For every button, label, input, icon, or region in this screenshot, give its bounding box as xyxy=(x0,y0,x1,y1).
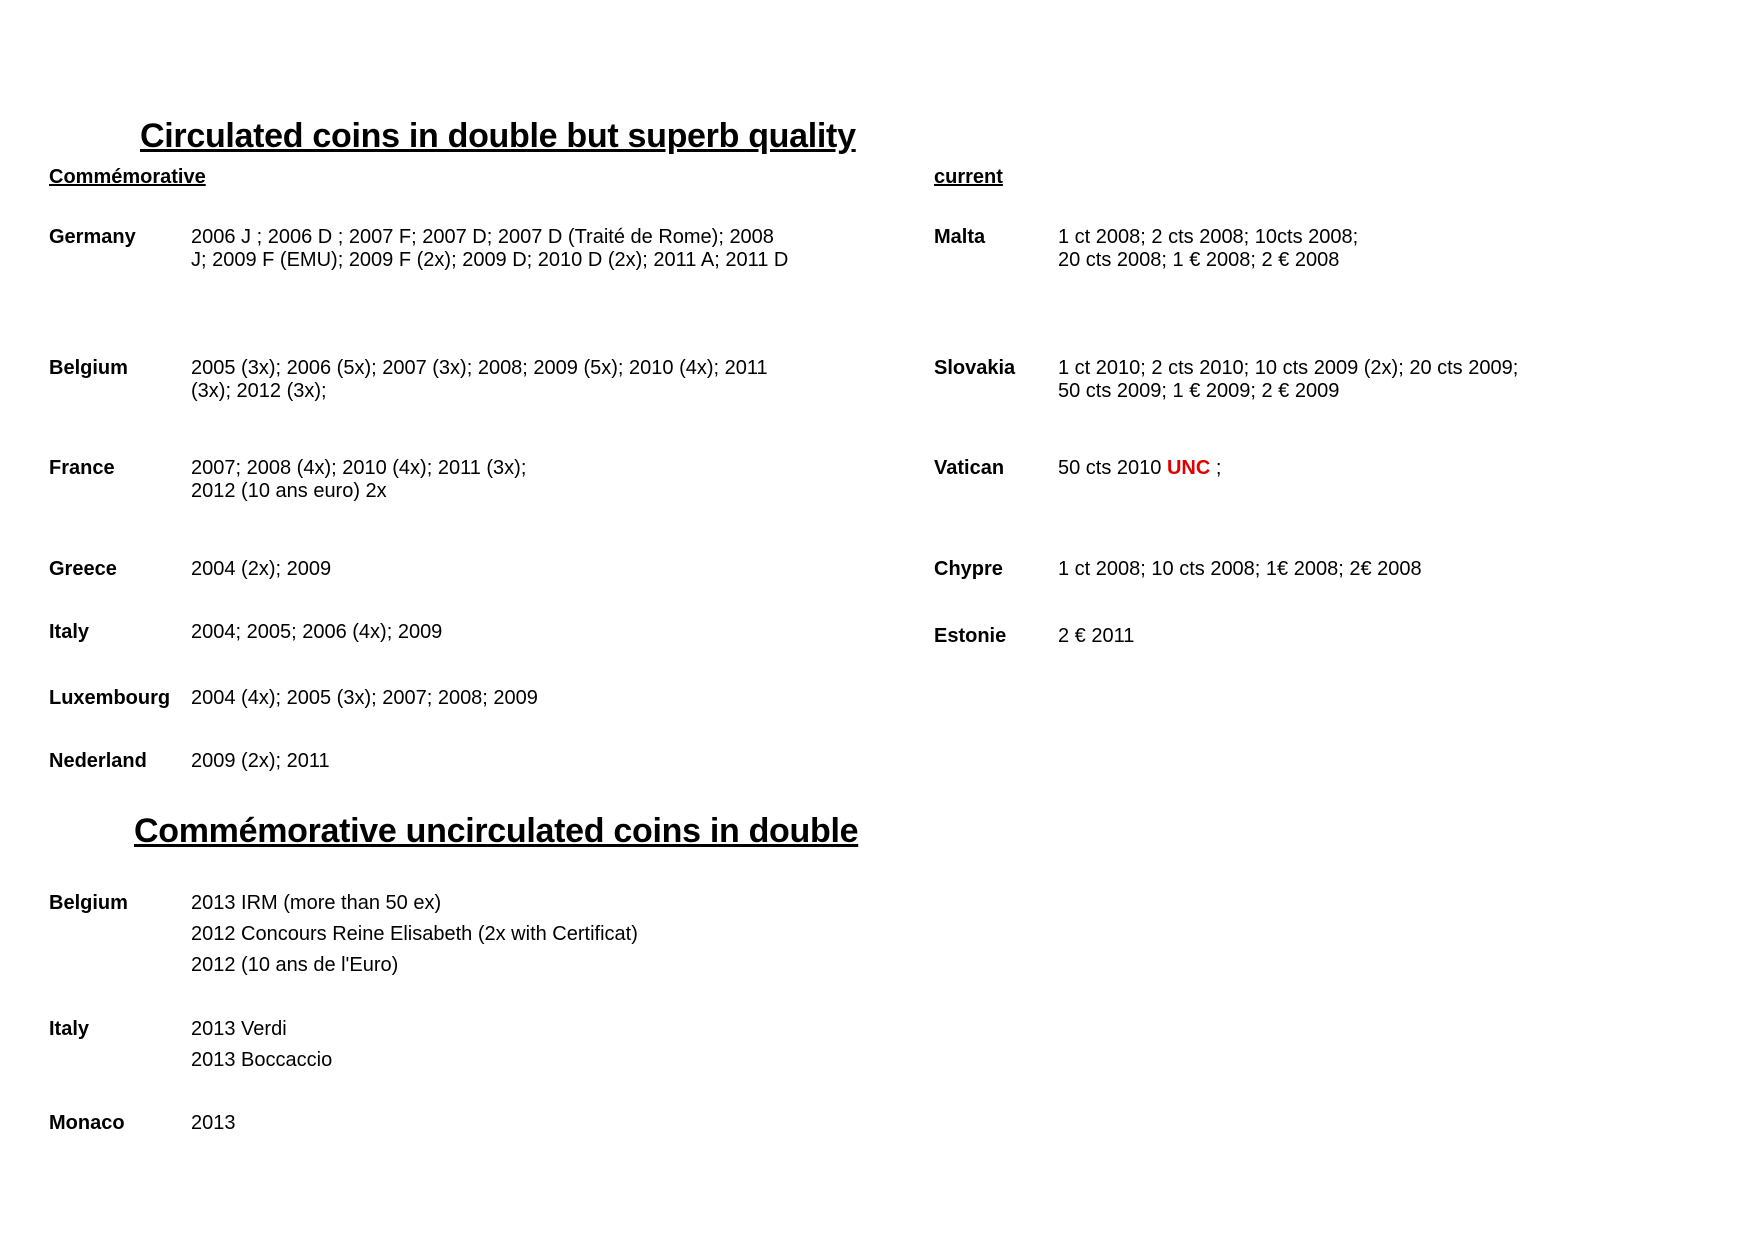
coin-details xyxy=(191,1014,332,1076)
country-label: Italy xyxy=(49,1018,90,1040)
country-label: Chypre xyxy=(934,558,1003,580)
country-label: Monaco xyxy=(49,1112,125,1134)
coin-details xyxy=(1058,226,1358,272)
detail-line: 2013 Verdi xyxy=(191,1018,287,1040)
unc-highlight: UNC xyxy=(1166,457,1211,479)
country-label: Estonie xyxy=(934,625,1007,647)
detail-line: 2 € 2011 xyxy=(1058,625,1135,647)
coin-details xyxy=(191,357,768,403)
detail-line: 1 ct 2010; 2 cts 2010; 10 cts 2009 (2x); 20 cts 2009; xyxy=(1058,357,1519,379)
detail-line: 2007; 2008 (4x); 2010 (4x); 2011 (3x); xyxy=(191,457,527,479)
coin-details xyxy=(191,687,538,710)
coin-details xyxy=(1058,357,1518,403)
country-label: Slovakia xyxy=(934,357,1016,379)
detail-line xyxy=(1058,457,1221,480)
commemorative-heading: Commémorative xyxy=(49,166,206,188)
country-label: Luxembourg xyxy=(49,687,171,709)
coin-details xyxy=(1058,558,1422,581)
coin-details xyxy=(191,750,330,773)
detail-line: 1 ct 2008; 10 cts 2008; 1€ 2008; 2€ 2008 xyxy=(1058,558,1422,580)
detail-line: 2005 (3x); 2006 (5x); 2007 (3x); 2008; 2009 (5x); 2010 (4x); 2011 xyxy=(191,357,768,379)
detail-text: 50 cts 2010 xyxy=(1058,457,1167,479)
country-label: Malta xyxy=(934,226,986,248)
coin-details xyxy=(1058,625,1134,648)
detail-line: 2012 (10 ans euro) 2x xyxy=(191,480,387,502)
detail-line: 2009 (2x); 2011 xyxy=(191,750,330,772)
country-label: Germany xyxy=(49,226,136,248)
detail-line: 2012 Concours Reine Elisabeth (2x with Certificat) xyxy=(191,923,638,945)
country-label: Greece xyxy=(49,558,117,580)
country-label: Belgium xyxy=(49,892,128,914)
coin-details xyxy=(1058,457,1221,480)
coin-details xyxy=(191,226,788,272)
coin-details xyxy=(191,457,526,503)
country-label: Belgium xyxy=(49,357,128,379)
detail-line: 2013 xyxy=(191,1112,236,1134)
coin-details xyxy=(191,888,638,981)
country-label: France xyxy=(49,457,115,479)
detail-line: 2012 (10 ans de l'Euro) xyxy=(191,954,399,976)
country-label: Nederland xyxy=(49,750,147,772)
detail-line: J; 2009 F (EMU); 2009 F (2x); 2009 D; 2010 D (2x); 2011 A; 2011 D xyxy=(191,249,789,271)
coin-details xyxy=(191,558,331,581)
coin-details xyxy=(191,621,442,644)
detail-line: (3x); 2012 (3x); xyxy=(191,380,327,402)
detail-line: 2004 (2x); 2009 xyxy=(191,558,332,580)
detail-line: 2013 IRM (more than 50 ex) xyxy=(191,892,442,914)
section1-title: Circulated coins in double but superb quality xyxy=(140,117,856,155)
detail-line: 1 ct 2008; 2 cts 2008; 10cts 2008; xyxy=(1058,226,1359,248)
detail-line: 2004; 2005; 2006 (4x); 2009 xyxy=(191,621,443,643)
country-label: Vatican xyxy=(934,457,1005,479)
detail-line: 2006 J ; 2006 D ; 2007 F; 2007 D; 2007 D (Traité de Rome); 2008 xyxy=(191,226,774,248)
detail-line: 2013 Boccaccio xyxy=(191,1049,333,1071)
section2-title: Commémorative uncirculated coins in double xyxy=(134,812,859,850)
detail-line: 20 cts 2008; 1 € 2008; 2 € 2008 xyxy=(1058,249,1340,271)
detail-line: 2004 (4x); 2005 (3x); 2007; 2008; 2009 xyxy=(191,687,538,709)
coin-details xyxy=(191,1108,236,1139)
current-heading: current xyxy=(934,166,1003,188)
detail-text: ; xyxy=(1210,457,1222,479)
detail-line: 50 cts 2009; 1 € 2009; 2 € 2009 xyxy=(1058,380,1340,402)
country-label: Italy xyxy=(49,621,90,643)
